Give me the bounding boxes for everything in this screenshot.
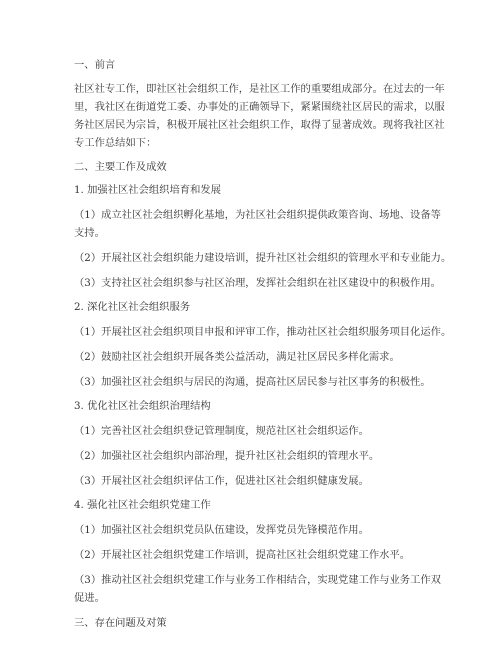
subheading-4: 4. 强化社区社会组织党建工作 — [74, 499, 211, 511]
item-3-1: （1）完善社区社会组织登记管理制度，规范社区社会组织运作。 — [74, 425, 369, 437]
intro-paragraph-line-4: 专工作总结如下： — [74, 137, 157, 149]
item-1-2: （2）开展社区社会组织能力建设培训，提升社区社会组织的管理水平和专业能力。 — [74, 252, 452, 264]
section-heading-main-work: 二、主要工作及成效 — [74, 161, 167, 173]
subheading-1: 1. 加强社区社会组织培育和发展 — [74, 184, 221, 196]
item-4-1: （1）加强社区社会组织党员队伍建设，发挥党员先锋模范作用。 — [74, 524, 369, 536]
item-2-2: （2）鼓励社区社会组织开展各类公益活动，满足社区居民多样化需求。 — [74, 351, 400, 363]
intro-paragraph-line-1: 社区社专工作，即社区社会组织工作，是社区工作的重要组成部分。在过去的一年 — [74, 83, 445, 95]
item-3-2: （2）加强社区社会组织内部治理，提升社区社会组织的管理水平。 — [74, 450, 380, 462]
subheading-3: 3. 优化社区社会组织治理结构 — [74, 400, 211, 412]
item-4-3-line-2: 促进。 — [74, 592, 105, 604]
item-2-3: （3）加强社区社会组织与居民的沟通，提高社区居民参与社区事务的积极性。 — [74, 376, 431, 388]
item-1-1-line-2: 支持。 — [74, 227, 105, 239]
intro-paragraph-line-3: 务社区居民为宗旨，积极开展社区社会组织工作，取得了显著成效。现将我社区社 — [74, 119, 445, 131]
item-3-3: （3）开展社区社会组织评估工作，促进社区社会组织健康发展。 — [74, 475, 369, 487]
item-1-3: （3）支持社区社会组织参与社区治理，发挥社会组织在社区建设中的积极作用。 — [74, 277, 441, 289]
section-heading-intro: 一、前言 — [74, 59, 116, 71]
item-4-2: （2）开展社区社会组织党建工作培训，提高社区社会组织党建工作水平。 — [74, 549, 411, 561]
item-2-1: （1）开展社区社会组织项目申报和评审工作，推动社区社会组织服务项目化运作。 — [74, 326, 452, 338]
intro-paragraph-line-2: 里，我社区在街道党工委、办事处的正确领导下，紧紧围绕社区居民的需求，以服 — [74, 101, 445, 113]
section-heading-problems: 三、存在问题及对策 — [74, 617, 167, 629]
item-4-3-line-1: （3）推动社区社会组织党建工作与业务工作相结合，实现党建工作与业务工作双 — [74, 574, 441, 586]
item-1-1-line-1: （1）成立社区社会组织孵化基地，为社区社会组织提供政策咨询、场地、设备等 — [74, 209, 441, 221]
subheading-2: 2. 深化社区社会组织服务 — [74, 301, 191, 313]
